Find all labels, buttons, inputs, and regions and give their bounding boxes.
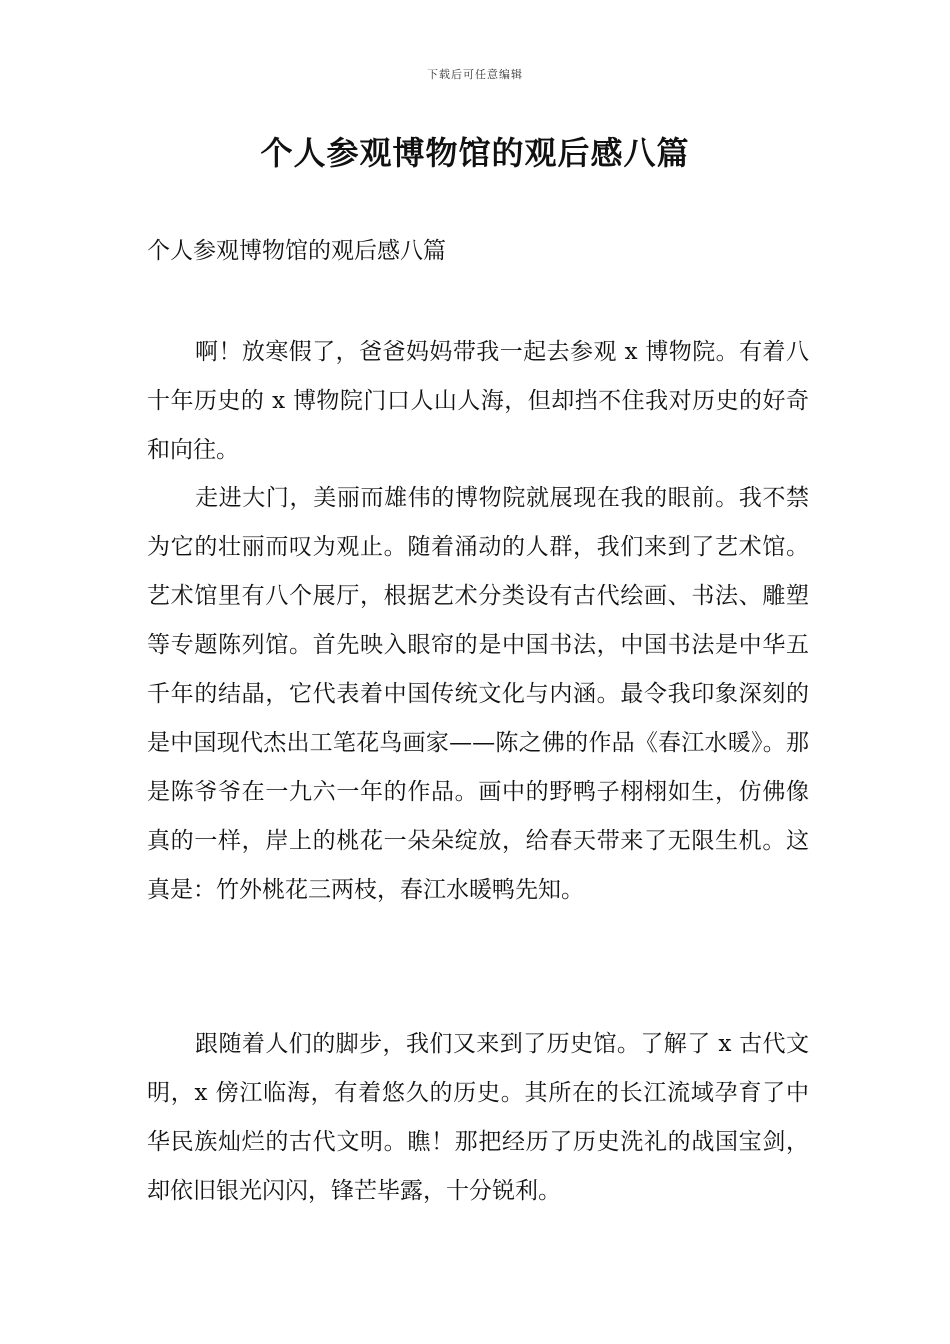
paragraph-1: 啊！放寒假了，爸爸妈妈带我一起去参观 x 博物院。有着八十年历史的 x 博物院门口人山人海，但却挡不住我对历史的好奇和向往。 [147, 339, 809, 463]
document-subtitle: 个人参观博物馆的观后感八篇 [147, 238, 446, 264]
header-note: 下载后可任意编辑 [427, 68, 523, 81]
paragraph-2: 走进大门，美丽而雄伟的博物院就展现在我的眼前。我不禁为它的壮丽而叹为观止。随着涌动的人群，我们来到了艺术馆。艺术馆里有八个展厅，根据艺术分类设有古代绘画、书法、雕塑等专题陈列馆。首先映入眼帘的是中国书法，中国书法是中华五千年的结晶，它代表着中国传统文化与内涵。最令我印象深刻的是中国现代杰出工笔花鸟画家——陈之佛的作品《春江水暖》。那是陈爷爷在一九六一年的作品。画中的野鸭子栩栩如生，仿佛像真的一样，岸上的桃花一朵朵绽放，给春天带来了无限生机。这真是：竹外桃花三两枝，春江水暖鸭先知。 [147, 485, 809, 903]
paragraph-3: 跟随着人们的脚步，我们又来到了历史馆。了解了 x 古代文明，x 傍江临海，有着悠久的历史。其所在的长江流域孕育了中华民族灿烂的古代文明。瞧！那把经历了历史洗礼的战国宝剑，却依旧银光闪闪，锋芒毕露，十分锐利。 [147, 1031, 809, 1204]
document-title: 个人参观博物馆的观后感八篇 [260, 134, 690, 172]
